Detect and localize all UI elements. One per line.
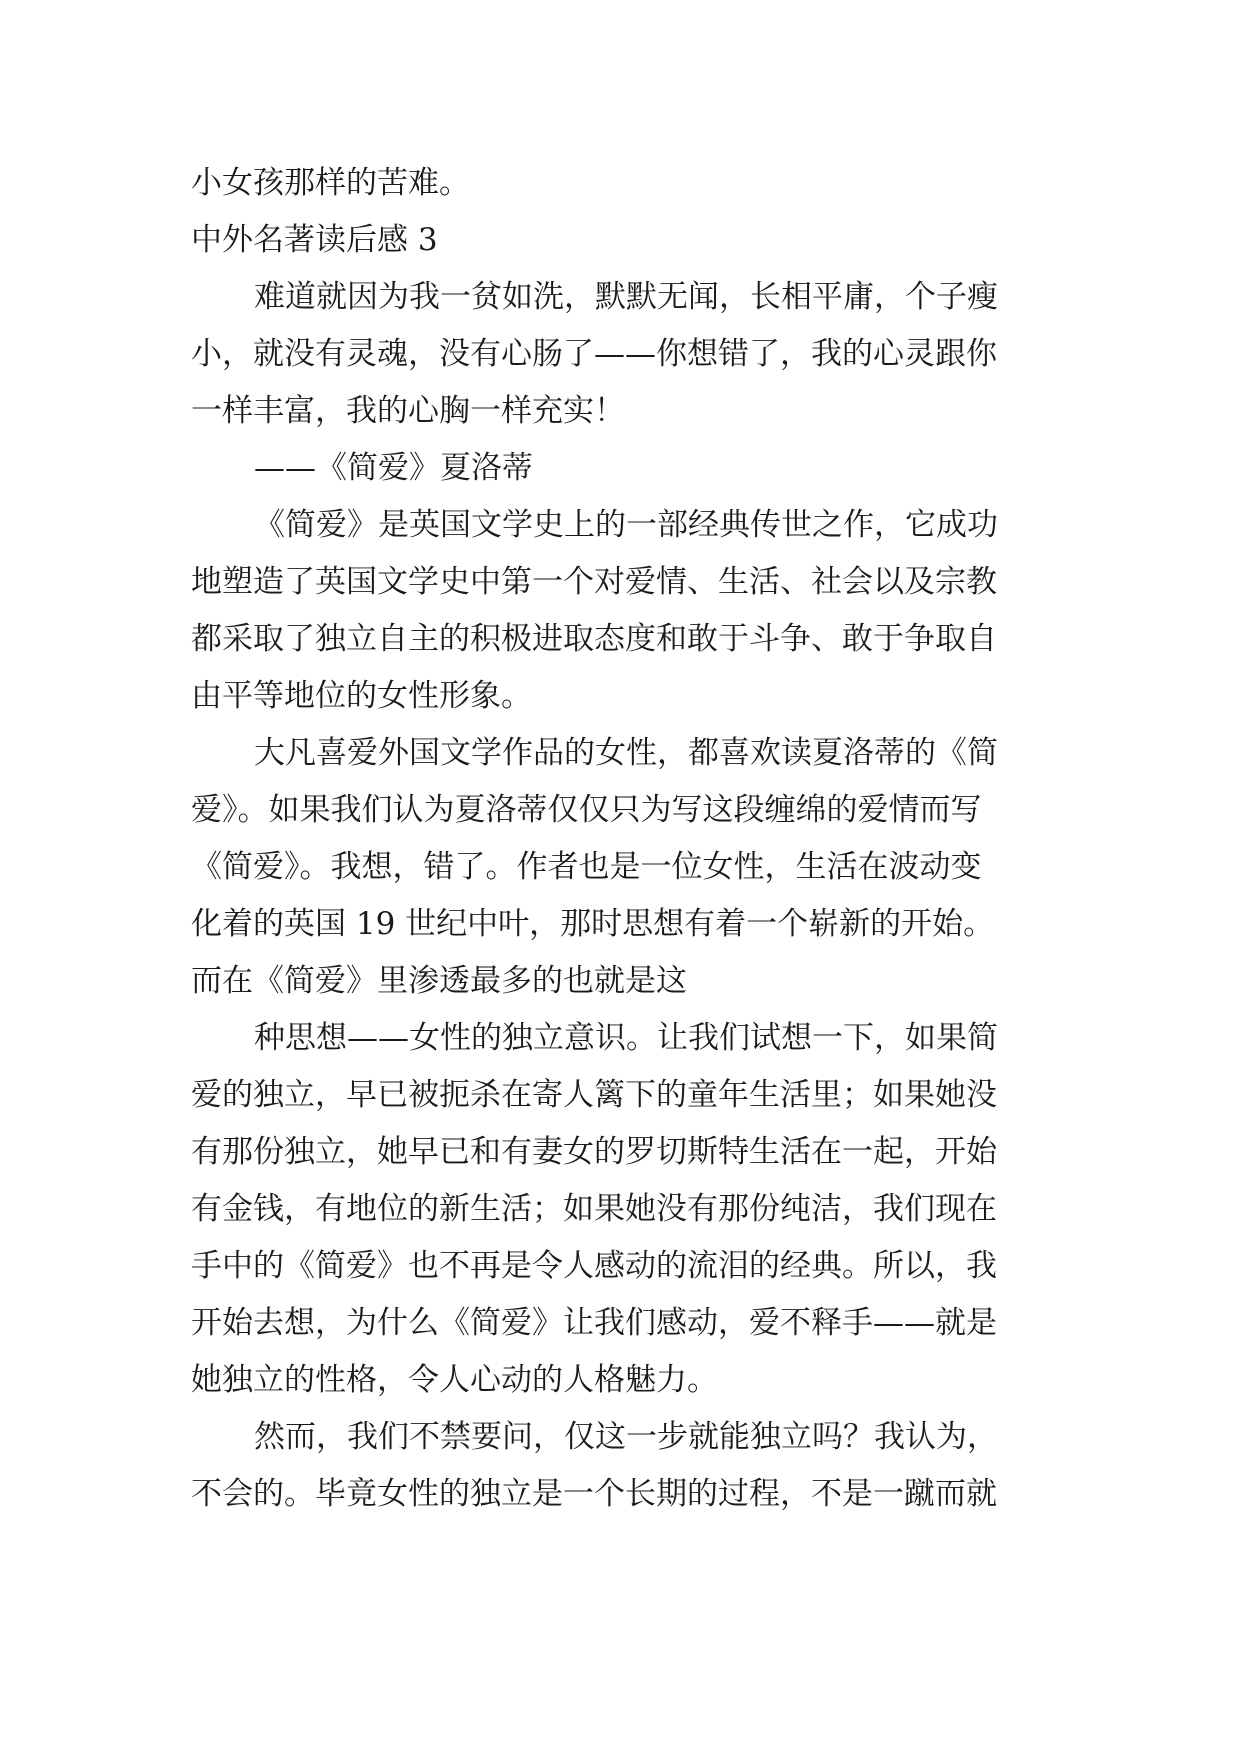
- text-line: 不会的。毕竟女性的独立是一个长期的过程，不是一蹴而就: [191, 1476, 997, 1512]
- text-line: 而在《简爱》里渗透最多的也就是这: [191, 963, 687, 999]
- text-line: 种思想——女性的独立意识。让我们试想一下，如果简: [254, 1020, 998, 1056]
- text-line: 《简爱》。我想，错了。作者也是一位女性，生活在波动变: [191, 849, 982, 885]
- text-line: 爱》。如果我们认为夏洛蒂仅仅只为写这段缠绵的爱情而写: [191, 792, 982, 828]
- text-line: 有金钱，有地位的新生活；如果她没有那份纯洁，我们现在: [191, 1191, 997, 1227]
- text-line: 大凡喜爱外国文学作品的女性，都喜欢读夏洛蒂的《简: [254, 735, 998, 771]
- text-line: ——《简爱》夏洛蒂: [254, 450, 533, 486]
- text-line: 由平等地位的女性形象。: [191, 678, 532, 714]
- text-line: 一样丰富，我的心胸一样充实！: [191, 393, 625, 429]
- text-line: 爱的独立，早已被扼杀在寄人篱下的童年生活里；如果她没: [191, 1077, 997, 1113]
- text-line: 小女孩那样的苦难。: [191, 165, 470, 201]
- text-line: 小，就没有灵魂，没有心肠了——你想错了，我的心灵跟你: [191, 336, 997, 372]
- text-line: 难道就因为我一贫如洗，默默无闻，长相平庸，个子瘦: [254, 279, 998, 315]
- text-line: 都采取了独立自主的积极进取态度和敢于斗争、敢于争取自: [191, 621, 997, 657]
- text-line: 中外名著读后感 3: [191, 222, 438, 258]
- text-line: 《简爱》是英国文学史上的一部经典传世之作，它成功: [254, 507, 998, 543]
- text-line: 地塑造了英国文学史中第一个对爱情、生活、社会以及宗教: [191, 564, 997, 600]
- text-line: 手中的《简爱》也不再是令人感动的流泪的经典。所以，我: [191, 1248, 997, 1284]
- document-body: [191, 155, 1071, 1523]
- text-line: 有那份独立，她早已和有妻女的罗切斯特生活在一起，开始: [191, 1134, 997, 1170]
- text-line: 开始去想，为什么《简爱》让我们感动，爱不释手——就是: [191, 1305, 997, 1341]
- text-line: 她独立的性格，令人心动的人格魅力。: [191, 1362, 718, 1398]
- text-line: 化着的英国 19 世纪中叶，那时思想有着一个崭新的开始。: [191, 906, 995, 942]
- text-line: 然而，我们不禁要问，仅这一步就能独立吗？我认为，: [254, 1419, 998, 1455]
